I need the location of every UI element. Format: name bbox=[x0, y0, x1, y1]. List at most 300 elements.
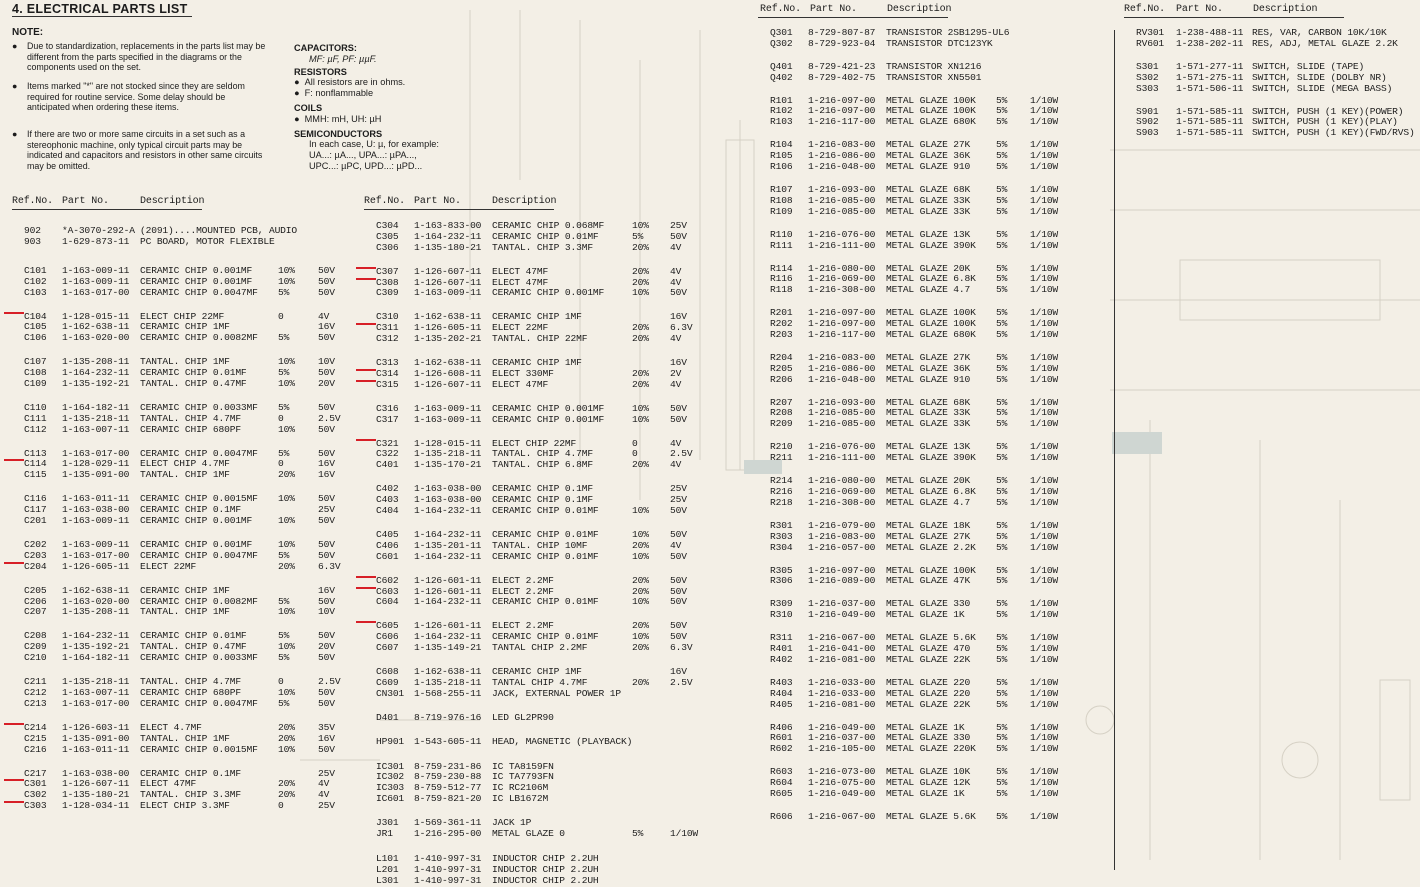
part-no: 1-216-079-00 bbox=[808, 519, 876, 531]
part-no: 1-216-105-00 bbox=[808, 743, 876, 755]
tolerance: 10% bbox=[632, 550, 649, 562]
description: TRANSISTOR XN5501 bbox=[886, 71, 982, 83]
tolerance: 20% bbox=[632, 378, 649, 390]
part-no: 1-126-607-11 bbox=[414, 265, 482, 277]
parts-row bbox=[758, 285, 1108, 296]
tolerance: 10% bbox=[632, 505, 649, 517]
part-no: 1-216-057-00 bbox=[808, 541, 876, 553]
ref-no: C308 bbox=[376, 276, 399, 288]
rating: 50V bbox=[318, 367, 335, 379]
part-no: 1-216-083-00 bbox=[808, 139, 876, 151]
tolerance: 20% bbox=[632, 539, 649, 551]
part-no: 1-164-232-11 bbox=[62, 630, 130, 642]
rating: 1/10W bbox=[1030, 810, 1059, 822]
part-no: 1-126-601-11 bbox=[414, 574, 482, 586]
description: METAL GLAZE 22K bbox=[886, 653, 971, 665]
ref-no: C304 bbox=[376, 220, 399, 231]
parts-row bbox=[364, 460, 750, 471]
rating: 2V bbox=[670, 367, 682, 379]
description: METAL GLAZE 680K bbox=[886, 116, 976, 128]
tolerance: 5% bbox=[996, 150, 1008, 162]
ref-no: C107 bbox=[24, 356, 47, 368]
description: METAL GLAZE 47K bbox=[886, 575, 971, 587]
part-no: 1-571-506-11 bbox=[1176, 82, 1244, 94]
part-no: 8-759-230-88 bbox=[414, 771, 482, 783]
part-no: 1-163-009-11 bbox=[414, 287, 482, 299]
ref-no: R208 bbox=[770, 407, 793, 419]
rating: 50V bbox=[318, 630, 335, 642]
parts-group bbox=[12, 723, 347, 756]
part-no: *A-3070-292-A bbox=[62, 225, 135, 236]
rating: 4V bbox=[670, 333, 682, 345]
parts-row bbox=[364, 415, 750, 426]
rating: 50V bbox=[318, 275, 335, 287]
tolerance: 10% bbox=[632, 596, 649, 608]
rating: 25V bbox=[318, 767, 335, 779]
rating: 20V bbox=[318, 377, 335, 389]
part-no: 1-163-017-00 bbox=[62, 447, 130, 459]
parts-group bbox=[12, 586, 347, 619]
part-no: 1-135-218-11 bbox=[414, 448, 482, 460]
description: CERAMIC CHIP 0.001MF bbox=[140, 264, 253, 276]
note-item bbox=[12, 41, 270, 73]
tolerance: 5% bbox=[996, 351, 1008, 363]
tolerance: 20% bbox=[632, 265, 649, 277]
part-no: 1-410-997-31 bbox=[414, 853, 482, 864]
description: METAL GLAZE 910 bbox=[886, 161, 971, 173]
tolerance: 10% bbox=[278, 515, 295, 527]
parts-row bbox=[758, 39, 1108, 50]
ref-no: S903 bbox=[1136, 127, 1159, 139]
rating: 4V bbox=[670, 437, 682, 449]
parts-group bbox=[364, 530, 750, 563]
part-no: 1-216-081-00 bbox=[808, 698, 876, 710]
part-no: 1-163-007-11 bbox=[62, 686, 130, 698]
part-no: 1-126-603-11 bbox=[62, 721, 130, 733]
description: SWITCH, SLIDE (DOLBY NR) bbox=[1252, 71, 1387, 83]
parts-row bbox=[364, 267, 750, 278]
part-no: 1-216-083-00 bbox=[808, 351, 876, 363]
description: CERAMIC CHIP 680PF bbox=[140, 423, 241, 435]
part-no: 1-216-295-00 bbox=[414, 828, 482, 840]
ref-no: R404 bbox=[770, 687, 793, 699]
description: METAL GLAZE 100K bbox=[886, 94, 976, 106]
description: METAL GLAZE 22K bbox=[886, 698, 971, 710]
header-description: Description bbox=[887, 4, 952, 15]
rating: 16V bbox=[318, 458, 335, 470]
ref-no: S901 bbox=[1136, 105, 1159, 117]
rating: 1/10W bbox=[1030, 284, 1059, 296]
rating: 1/10W bbox=[1030, 239, 1059, 251]
parts-group bbox=[758, 185, 1108, 218]
part-no: 1-126-607-11 bbox=[62, 778, 130, 790]
rating: 50V bbox=[318, 423, 335, 435]
description: METAL GLAZE 220 bbox=[886, 687, 971, 699]
part-no: 1-135-192-21 bbox=[62, 377, 130, 389]
parts-group bbox=[758, 96, 1108, 129]
rating: 4V bbox=[670, 539, 682, 551]
tolerance: 5% bbox=[996, 496, 1008, 508]
part-no: 1-163-009-11 bbox=[62, 264, 130, 276]
description: IC LB1672M bbox=[492, 793, 549, 805]
ref-no: R603 bbox=[770, 766, 793, 778]
part-no: 1-216-081-00 bbox=[808, 653, 876, 665]
part-no: 1-163-038-00 bbox=[414, 494, 482, 506]
part-no: 8-729-807-87 bbox=[808, 27, 876, 38]
ref-no: C112 bbox=[24, 423, 47, 435]
ref-no: R202 bbox=[770, 318, 793, 330]
description: METAL GLAZE 220 bbox=[886, 676, 971, 688]
part-no: 1-216-076-00 bbox=[808, 228, 876, 240]
parts-row bbox=[364, 643, 750, 654]
part-no: 1-216-097-00 bbox=[808, 105, 876, 117]
changed-item-marker bbox=[4, 562, 24, 564]
description: CERAMIC CHIP 0.0047MF bbox=[140, 286, 258, 298]
tolerance: 5% bbox=[996, 318, 1008, 330]
tolerance: 10% bbox=[632, 413, 649, 425]
ref-no: D401 bbox=[376, 711, 399, 723]
header-underline bbox=[1124, 17, 1344, 18]
ref-no: C116 bbox=[24, 493, 47, 505]
description: ELECT CHIP 22MF bbox=[140, 310, 225, 322]
legend-capacitors-title: CAPACITORS: bbox=[294, 43, 357, 53]
rating: 16V bbox=[670, 311, 687, 323]
rating: 50V bbox=[318, 539, 335, 550]
legend bbox=[294, 43, 439, 172]
rating: 1/10W bbox=[1030, 721, 1059, 733]
part-no: 1-216-117-00 bbox=[808, 116, 876, 128]
ref-no: C205 bbox=[24, 584, 47, 596]
description: METAL GLAZE 220K bbox=[886, 743, 976, 755]
ref-no: R218 bbox=[770, 496, 793, 508]
tolerance: 20% bbox=[278, 778, 295, 790]
description: METAL GLAZE 68K bbox=[886, 396, 971, 408]
tolerance: 5% bbox=[996, 373, 1008, 385]
tolerance: 20% bbox=[632, 333, 649, 345]
section-title: 4. ELECTRICAL PARTS LIST bbox=[12, 2, 188, 16]
tolerance: 5% bbox=[996, 205, 1008, 217]
description: CERAMIC CHIP 0.0033MF bbox=[140, 401, 258, 413]
rating: 50V bbox=[318, 447, 335, 459]
description: CERAMIC CHIP 0.068MF bbox=[492, 220, 605, 231]
part-no: 1-126-601-11 bbox=[414, 620, 482, 632]
parts-group bbox=[758, 308, 1108, 341]
rating: 50V bbox=[318, 515, 335, 527]
rating: 1/10W bbox=[1030, 328, 1059, 340]
tolerance: 5% bbox=[996, 239, 1008, 251]
tolerance: 10% bbox=[632, 220, 649, 231]
part-no: 1-164-232-11 bbox=[62, 367, 130, 379]
parts-group bbox=[364, 621, 750, 654]
parts-row bbox=[364, 713, 750, 724]
ref-no: C316 bbox=[376, 402, 399, 414]
rating: 1/10W bbox=[1030, 687, 1059, 699]
changed-item-marker bbox=[4, 459, 24, 461]
ref-no: C203 bbox=[24, 549, 47, 561]
parts-row bbox=[12, 699, 347, 710]
ref-no: R209 bbox=[770, 418, 793, 430]
tolerance: 20% bbox=[632, 241, 649, 253]
description: SWITCH, PUSH (1 KEY)(FWD/RVS) bbox=[1252, 127, 1415, 139]
ref-no: C303 bbox=[24, 800, 47, 812]
parts-row bbox=[1124, 128, 1420, 139]
rating: 1/10W bbox=[1030, 653, 1059, 665]
rating: 1/10W bbox=[1030, 676, 1059, 688]
header-part-no: Part No. bbox=[62, 196, 109, 207]
part-no: 1-216-085-00 bbox=[808, 194, 876, 206]
ref-no: C213 bbox=[24, 697, 47, 709]
part-no: 1-163-011-11 bbox=[62, 743, 130, 755]
part-no: 1-216-076-00 bbox=[808, 441, 876, 453]
ref-no: R201 bbox=[770, 307, 793, 319]
tolerance: 20% bbox=[632, 322, 649, 334]
part-no: 1-216-080-00 bbox=[808, 262, 876, 274]
description: ELECT 22MF bbox=[140, 560, 197, 572]
ref-no: R401 bbox=[770, 642, 793, 654]
part-no: 1-135-218-11 bbox=[62, 676, 130, 688]
part-no: 1-216-089-00 bbox=[808, 575, 876, 587]
tolerance: 10% bbox=[278, 264, 295, 276]
changed-item-marker bbox=[356, 267, 376, 269]
changed-item-marker bbox=[356, 380, 376, 382]
tolerance: 10% bbox=[278, 423, 295, 435]
rating: 50V bbox=[318, 286, 335, 298]
ref-no: R105 bbox=[770, 150, 793, 162]
rating: 50V bbox=[670, 631, 687, 643]
ref-no: R114 bbox=[770, 262, 793, 274]
parts-row bbox=[758, 453, 1108, 464]
tolerance: 5% bbox=[996, 307, 1008, 319]
parts-group bbox=[12, 403, 347, 436]
part-no: 1-216-080-00 bbox=[808, 475, 876, 487]
rating: 50V bbox=[670, 505, 687, 517]
parts-group bbox=[364, 312, 750, 345]
parts-row bbox=[758, 241, 1108, 252]
description: ELECT 22MF bbox=[492, 322, 549, 334]
ref-no: C313 bbox=[376, 357, 399, 369]
part-no: 1-163-020-00 bbox=[62, 332, 130, 344]
legend-resistors-item: ● All resistors are in ohms. bbox=[294, 77, 406, 88]
parts-group bbox=[758, 264, 1108, 297]
ref-no: IC303 bbox=[376, 782, 405, 794]
part-no: 1-410-997-31 bbox=[414, 863, 482, 875]
description: RES, ADJ, METAL GLAZE 2.2K bbox=[1252, 37, 1398, 49]
ref-no: C211 bbox=[24, 676, 47, 688]
part-no: 1-216-049-00 bbox=[808, 721, 876, 733]
tolerance: 5% bbox=[996, 743, 1008, 755]
rating: 50V bbox=[670, 402, 687, 414]
rating: 1/10W bbox=[1030, 452, 1059, 464]
rating: 50V bbox=[670, 550, 687, 562]
description: ELECT 47MF bbox=[140, 778, 197, 790]
changed-item-marker bbox=[4, 723, 24, 725]
ref-no: S301 bbox=[1136, 60, 1159, 72]
part-no: 1-216-069-00 bbox=[808, 485, 876, 497]
part-no: 1-162-638-11 bbox=[414, 311, 482, 323]
parts-group bbox=[364, 484, 750, 517]
tolerance: 5% bbox=[278, 697, 290, 709]
part-no: 1-216-086-00 bbox=[808, 362, 876, 374]
tolerance: 5% bbox=[278, 549, 290, 561]
rating: 1/10W bbox=[1030, 777, 1059, 789]
rating: 1/10W bbox=[1030, 732, 1059, 744]
tolerance: 5% bbox=[996, 485, 1008, 497]
rating: 1/10W bbox=[1030, 184, 1059, 195]
ref-no: R303 bbox=[770, 530, 793, 542]
rating: 1/10W bbox=[1030, 575, 1059, 587]
parts-group bbox=[758, 230, 1108, 252]
description: METAL GLAZE 27K bbox=[886, 351, 971, 363]
description: METAL GLAZE 6.8K bbox=[886, 273, 976, 285]
part-no: 1-128-015-11 bbox=[62, 310, 130, 322]
parts-row bbox=[758, 543, 1108, 554]
ref-no: C608 bbox=[376, 666, 399, 678]
part-no: 1-216-069-00 bbox=[808, 273, 876, 285]
description: METAL GLAZE 390K bbox=[886, 239, 976, 251]
description: CERAMIC CHIP 0.0082MF bbox=[140, 332, 258, 344]
parts-group bbox=[12, 540, 347, 573]
parts-group bbox=[364, 404, 750, 426]
part-no: 1-571-585-11 bbox=[1176, 105, 1244, 117]
part-no: 1-164-232-11 bbox=[414, 505, 482, 517]
description: ELECT 2.2MF bbox=[492, 585, 554, 597]
ref-no: R402 bbox=[770, 653, 793, 665]
changed-item-marker bbox=[356, 439, 376, 441]
description: ELECT 2.2MF bbox=[492, 620, 554, 632]
parts-row bbox=[758, 689, 1108, 700]
parts-row bbox=[758, 700, 1108, 711]
rating: 4V bbox=[670, 276, 682, 288]
ref-no: C115 bbox=[24, 469, 47, 481]
ref-no: C314 bbox=[376, 367, 399, 379]
parts-group bbox=[364, 267, 750, 300]
parts-row bbox=[364, 552, 750, 563]
tolerance: 5% bbox=[278, 332, 290, 344]
rating: 50V bbox=[670, 230, 687, 242]
description: METAL GLAZE 330 bbox=[886, 598, 971, 610]
tolerance: 10% bbox=[632, 631, 649, 643]
ref-no: R109 bbox=[770, 205, 793, 217]
ref-no: R605 bbox=[770, 787, 793, 799]
rating: 25V bbox=[318, 800, 335, 812]
tolerance: 10% bbox=[278, 606, 295, 618]
description: TANTAL. CHIP 1MF bbox=[140, 606, 230, 618]
parts-row bbox=[758, 230, 1108, 241]
description: SWITCH, PUSH (1 KEY)(PLAY) bbox=[1252, 116, 1398, 128]
changed-item-marker bbox=[356, 576, 376, 578]
note-item bbox=[12, 129, 270, 171]
part-no: 1-126-601-11 bbox=[414, 585, 482, 597]
ref-no: C405 bbox=[376, 529, 399, 540]
description: CERAMIC CHIP 0.01MF bbox=[492, 230, 599, 242]
part-no: 8-759-821-20 bbox=[414, 793, 482, 805]
description: METAL GLAZE 33K bbox=[886, 407, 971, 419]
ref-no: C214 bbox=[24, 721, 47, 733]
changed-item-marker bbox=[356, 323, 376, 325]
ref-no: R204 bbox=[770, 351, 793, 363]
rating: 50V bbox=[318, 652, 335, 664]
ref-no: R310 bbox=[770, 609, 793, 621]
parts-row bbox=[758, 576, 1108, 587]
parts-group bbox=[12, 769, 347, 813]
header-ref-no: Ref.No. bbox=[760, 4, 801, 15]
ref-no: R104 bbox=[770, 139, 793, 151]
description: INDUCTOR CHIP 2.2UH bbox=[492, 863, 599, 875]
column-divider bbox=[1114, 30, 1115, 870]
parts-row bbox=[758, 419, 1108, 430]
changed-item-marker bbox=[4, 312, 24, 314]
ref-no: C403 bbox=[376, 494, 399, 506]
part-no: 1-216-097-00 bbox=[808, 94, 876, 106]
rating: 1/10W bbox=[1030, 362, 1059, 374]
tolerance: 5% bbox=[996, 642, 1008, 654]
parts-group bbox=[364, 713, 750, 724]
description: ELECT 330MF bbox=[492, 367, 554, 379]
parts-row bbox=[758, 162, 1108, 173]
description: TANTAL. CHIP 3.3MF bbox=[492, 241, 593, 253]
description: METAL GLAZE 100K bbox=[886, 105, 976, 117]
rating: 16V bbox=[670, 357, 687, 369]
description: METAL GLAZE 5.6K bbox=[886, 810, 976, 822]
part-no: 1-128-029-11 bbox=[62, 458, 130, 470]
ref-no: C106 bbox=[24, 332, 47, 344]
tolerance: 5% bbox=[632, 230, 644, 242]
description: METAL GLAZE 20K bbox=[886, 475, 971, 487]
parts-row bbox=[758, 610, 1108, 621]
tolerance: 5% bbox=[996, 575, 1008, 587]
parts-row bbox=[364, 243, 750, 254]
ref-no: R311 bbox=[770, 632, 793, 644]
part-no: 8-759-512-77 bbox=[414, 782, 482, 794]
tolerance: 5% bbox=[996, 262, 1008, 274]
bullet-icon: ● bbox=[12, 41, 18, 51]
parts-group bbox=[364, 667, 750, 700]
part-no: 1-135-218-11 bbox=[414, 676, 482, 688]
ref-no: C402 bbox=[376, 483, 399, 495]
rating: 4V bbox=[318, 789, 330, 801]
ref-no: C217 bbox=[24, 767, 47, 779]
ref-no: C210 bbox=[24, 652, 47, 664]
rating: 35V bbox=[318, 721, 335, 733]
rating: 50V bbox=[318, 686, 335, 698]
description: METAL GLAZE 33K bbox=[886, 418, 971, 430]
ref-no: C109 bbox=[24, 377, 47, 389]
header-ref-no: Ref.No. bbox=[364, 196, 405, 207]
parts-row bbox=[12, 333, 347, 344]
tolerance: 10% bbox=[632, 402, 649, 414]
ref-no: J301 bbox=[376, 817, 399, 829]
ref-no: C607 bbox=[376, 642, 399, 654]
description: CERAMIC CHIP 1MF bbox=[492, 311, 582, 323]
part-no: 1-163-020-00 bbox=[62, 595, 130, 607]
description: CERAMIC CHIP 0.01MF bbox=[492, 529, 599, 540]
parts-group bbox=[758, 678, 1108, 711]
tolerance: 10% bbox=[278, 275, 295, 287]
part-no: 8-759-231-86 bbox=[414, 760, 482, 772]
parts-row bbox=[758, 655, 1108, 666]
description: ELECT 4.7MF bbox=[140, 721, 202, 733]
parts-row bbox=[758, 789, 1108, 800]
ref-no: C208 bbox=[24, 630, 47, 642]
ref-no: C605 bbox=[376, 620, 399, 632]
part-no: 1-216-093-00 bbox=[808, 396, 876, 408]
description: CERAMIC CHIP 1MF bbox=[492, 666, 582, 678]
rating: 4V bbox=[318, 778, 330, 790]
tolerance: 10% bbox=[632, 287, 649, 299]
part-no: 1-216-097-00 bbox=[808, 564, 876, 576]
ref-no: L101 bbox=[376, 853, 399, 864]
part-no: 1-164-232-11 bbox=[414, 230, 482, 242]
